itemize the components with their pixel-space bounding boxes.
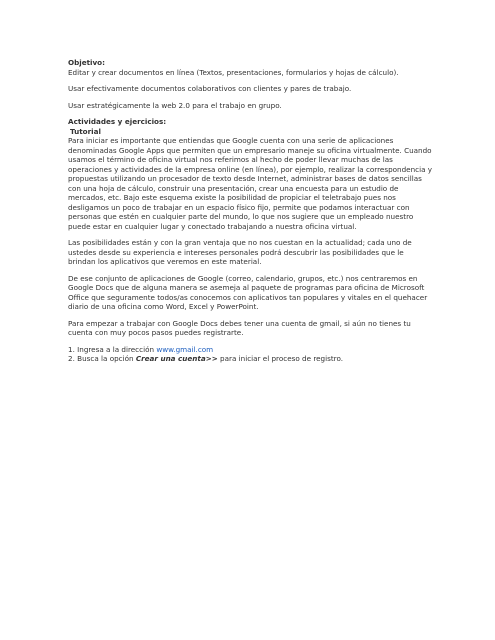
step-2: [68, 354, 433, 364]
objetivo-line-1: Editar y crear documentos en línea (Textos, presentaciones, formularios y hojas de cálculo).: [68, 67, 399, 77]
crear-cuenta-emphasis: Crear una cuenta>>: [135, 354, 218, 363]
gmail-link[interactable]: www.gmail.com: [156, 344, 214, 354]
step-1-text: 1. Ingresa a la dirección: [68, 344, 157, 354]
objetivo-block: [68, 58, 433, 77]
objetivo-line-2: Usar efectivamente documentos colaborativos con clientes y pares de trabajo.: [68, 84, 352, 93]
objetivo-line-3: Usar estratégicamente la web 2.0 para el trabajo en grupo.: [68, 100, 282, 110]
tutorial-subheading: Tutorial: [70, 126, 101, 136]
actividades-heading: Actividades y ejercicios:: [68, 117, 167, 126]
objetivo-heading: Objetivo:: [68, 58, 105, 67]
step-2-prefix: 2. Busca la opción: [68, 354, 136, 363]
step-2-suffix: para iniciar el proceso de registro.: [217, 354, 344, 363]
paragraph-google-docs: De ese conjunto de aplicaciones de Google (correo, calendario, grupos, etc.) nos centraremos en Google Docs que de alguna manera se asemeja al paquete de programas para oficina de Microsoft Office que seguramente todos/as conocemos con aplicativos tan populares y vitales en el quehacer diario de una oficina como Word, Excel y PowerPoint.: [68, 273, 428, 311]
step-1: [68, 345, 433, 355]
actividades-block: [68, 117, 433, 231]
document-page: [68, 58, 433, 371]
steps-list: [68, 345, 433, 364]
paragraph-intro: Para iniciar es importante que entiendas que Google cuenta con una serie de aplicaciones denominadas Google Apps que permiten que un empresario maneje su oficina virtualmente. Cuando usamos el término de oficina virtual nos referimos al hecho de poder llevar muchas de las operaciones y actividades de la empresa online (en línea), por ejemplo, realizar la correspondencia y propuestas utilizando un procesador de texto desde Internet, administrar bases de datos sencillas con una hoja de cálculo, construir una presentación, crear una encuesta para un estudio de mercados, etc. Bajo este esquema existe la posibilidad de propiciar el teletrabajo pues nos desligamos un poco de trabajar en un espacio físico fijo, permite que podamos interactuar con personas que estén en cualquier parte del mundo, lo que nos sugiere que un empleado nuestro puede estar en cualquier lugar y conectado trabajando a nuestra oficina virtual.: [68, 136, 433, 231]
paragraph-gmail-account: Para empezar a trabajar con Google Docs debes tener una cuenta de gmail, si aún no tienes tu cuenta con muy pocos pasos puedes registrarte.: [68, 318, 411, 337]
paragraph-posibilidades: Las posibilidades están y con la gran ventaja que no nos cuestan en la actualidad; cada uno de ustedes desde su experiencia e intereses personales podrá descubrir las posibilidades que le brindan los aplicativos que veremos en este material.: [68, 238, 412, 266]
